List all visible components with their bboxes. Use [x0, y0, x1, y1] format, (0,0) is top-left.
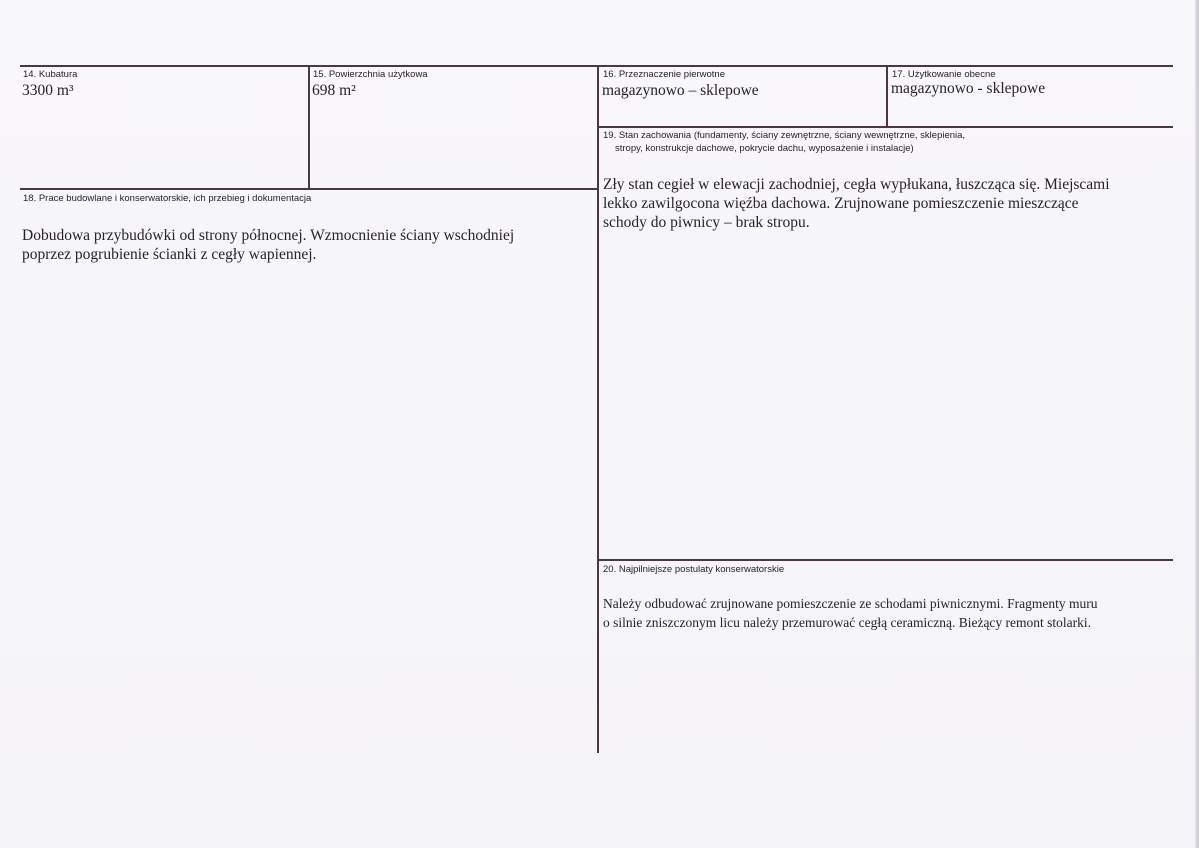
- field-14-value: 3300 m³: [22, 82, 74, 99]
- field-20-text: [603, 594, 1097, 632]
- field-14-label: 14. Kubatura: [23, 69, 78, 80]
- rule-above-20: [597, 559, 1173, 561]
- field-19-line: lekko zawilgocona więźba dachowa. Zrujnowane pomieszczenie mieszczące: [603, 195, 1079, 212]
- field-19-label-continued: stropy, konstrukcje dachowe, pokrycie dachu, wyposażenie i instalacje): [615, 143, 914, 154]
- field-19-label: 19. Stan zachowania (fundamenty, ściany zewnętrzne, ściany wewnętrzne, sklepienia,: [603, 130, 966, 141]
- field-20-line: Należy odbudować zrujnowane pomieszczenie ze schodami piwnicznymi. Fragmenty muru: [603, 596, 1098, 611]
- divider-left-right: [597, 65, 599, 753]
- field-18-line: poprzez pogrubienie ścianki z cegły wapiennej.: [22, 246, 317, 263]
- field-19-text: [603, 175, 1110, 232]
- rule-above-19: [597, 126, 1173, 128]
- field-16-label: 16. Przeznaczenie pierwotne: [603, 69, 725, 80]
- field-19-line: schody do piwnicy – brak stropu.: [603, 214, 810, 231]
- field-18-text: [22, 226, 514, 264]
- rule-above-18: [20, 188, 599, 190]
- field-20-line: o silnie zniszczonym licu należy przemurować cegłą ceramiczną. Bieżący remont stolarki.: [603, 615, 1092, 630]
- page-edge: [1195, 0, 1199, 848]
- field-15-label: 15. Powierzchnia użytkowa: [313, 69, 428, 80]
- divider-16-17: [886, 65, 888, 127]
- field-15-value: 698 m²: [312, 82, 356, 99]
- field-17-value: magazynowo - sklepowe: [891, 80, 1046, 97]
- divider-14-15: [308, 65, 310, 189]
- field-19-line: Zły stan cegieł w elewacji zachodniej, cegła wypłukana, łuszcząca się. Miejscami: [603, 176, 1110, 193]
- field-17-label: 17. Użytkowanie obecne: [892, 69, 996, 80]
- field-18-line: Dobudowa przybudówki od strony północnej. Wzmocnienie ściany wschodniej: [22, 227, 515, 244]
- field-18-label: 18. Prace budowlane i konserwatorskie, ich przebieg i dokumentacja: [23, 193, 312, 204]
- field-16-value: magazynowo – sklepowe: [602, 82, 759, 99]
- field-20-label: 20. Najpilniejsze postulaty konserwatorskie: [603, 564, 785, 575]
